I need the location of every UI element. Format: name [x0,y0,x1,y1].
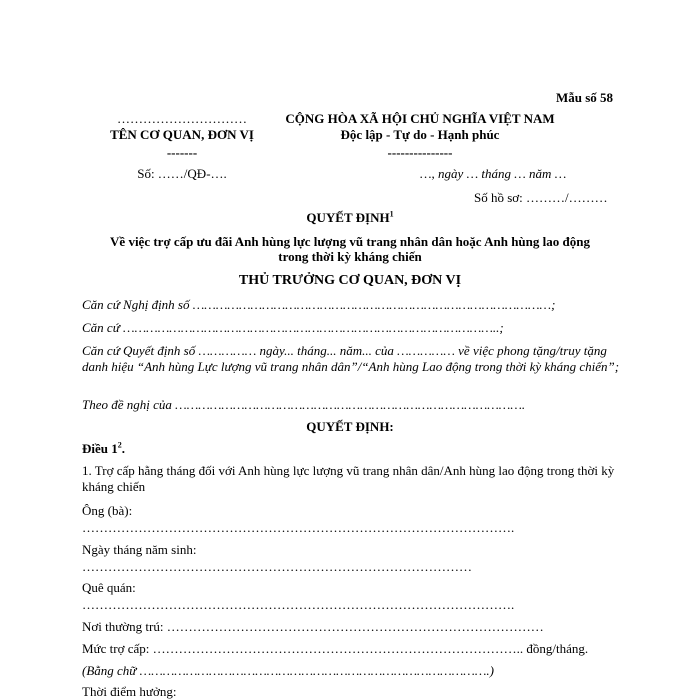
agency-dots: ………………………… [117,111,247,126]
allowance-in-words: (Bằng chữ ……………………………………………………………………………….) [82,663,494,678]
name-label: Ông (bà): [82,503,133,518]
national-motto: Độc lập - Tự do - Hạnh phúc [340,127,500,142]
article-item-1: 1. Trợ cấp hằng tháng đối với Anh hùng lực lượng vũ trang nhân dân/Anh hùng lao động trong thời kỳ kháng chiến [82,463,615,494]
hometown-dots: ………………………………………………………………………………………. [82,597,515,612]
form-number: Mẫu số 58 [556,90,614,105]
effective-date-label: Thời điểm hưởng: [82,684,177,699]
article-suffix: . [121,441,125,456]
residence-line: Nơi thường trú: …………………………………………………………………………… [82,619,544,634]
document-title-text: QUYẾT ĐỊNH [306,210,390,225]
agency-name: TÊN CƠ QUAN, ĐƠN VỊ [110,127,254,142]
article-label: Điều 1 [82,441,118,456]
allowance-line: Mức trợ cấp: ………………………………………………………………………….. đồng/tháng. [82,641,589,656]
decision-number: Số: ……/QĐ-…. [137,166,227,181]
agency-rule: ------- [166,145,198,160]
document-title [0,210,700,226]
country-name: CỘNG HÒA XÃ HỘI CHỦ NGHĨA VIỆT NAM [285,111,555,126]
file-number: Số hồ sơ: ………/……… [474,190,608,205]
preamble-proposal: Theo đề nghị của ………………………………………………………………………………. [82,397,526,412]
name-dots: ………………………………………………………………………………………. [82,520,515,535]
date-line: …, ngày … tháng … năm … [420,166,567,181]
title-footnote: 1 [389,209,394,219]
dob-label: Ngày tháng năm sinh: [82,542,197,557]
preamble-basis: Căn cứ ……………………………………………………………………………………..; [82,320,504,335]
article-1-heading [82,441,125,457]
article-footnote: 2 [117,440,122,450]
hometown-label: Quê quán: [82,580,136,595]
motto-rule: --------------- [387,145,453,160]
decision-subject: Về việc trợ cấp ưu đãi Anh hùng lực lượng vũ trang nhân dân hoặc Anh hùng lao động trong thời kỳ kháng chiến [110,234,590,264]
issuing-authority: THỦ TRƯỞNG CƠ QUAN, ĐƠN VỊ [238,273,462,288]
preamble-decree: Căn cứ Nghị định số …………………………………………………………………………………; [82,297,556,312]
dob-dots: ……………………………………………………………………………… [82,559,472,574]
preamble-award-decision: Căn cứ Quyết định số …………… ngày... tháng... năm... của …………… về việc phong tặng/truy tặng danh hiệu “Anh hùng Lực lượng vũ trang nhân dân”/“Anh hùng Lao động trong thời kỳ kháng chiến”; [82,343,620,374]
decision-heading: QUYẾT ĐỊNH: [306,419,394,434]
